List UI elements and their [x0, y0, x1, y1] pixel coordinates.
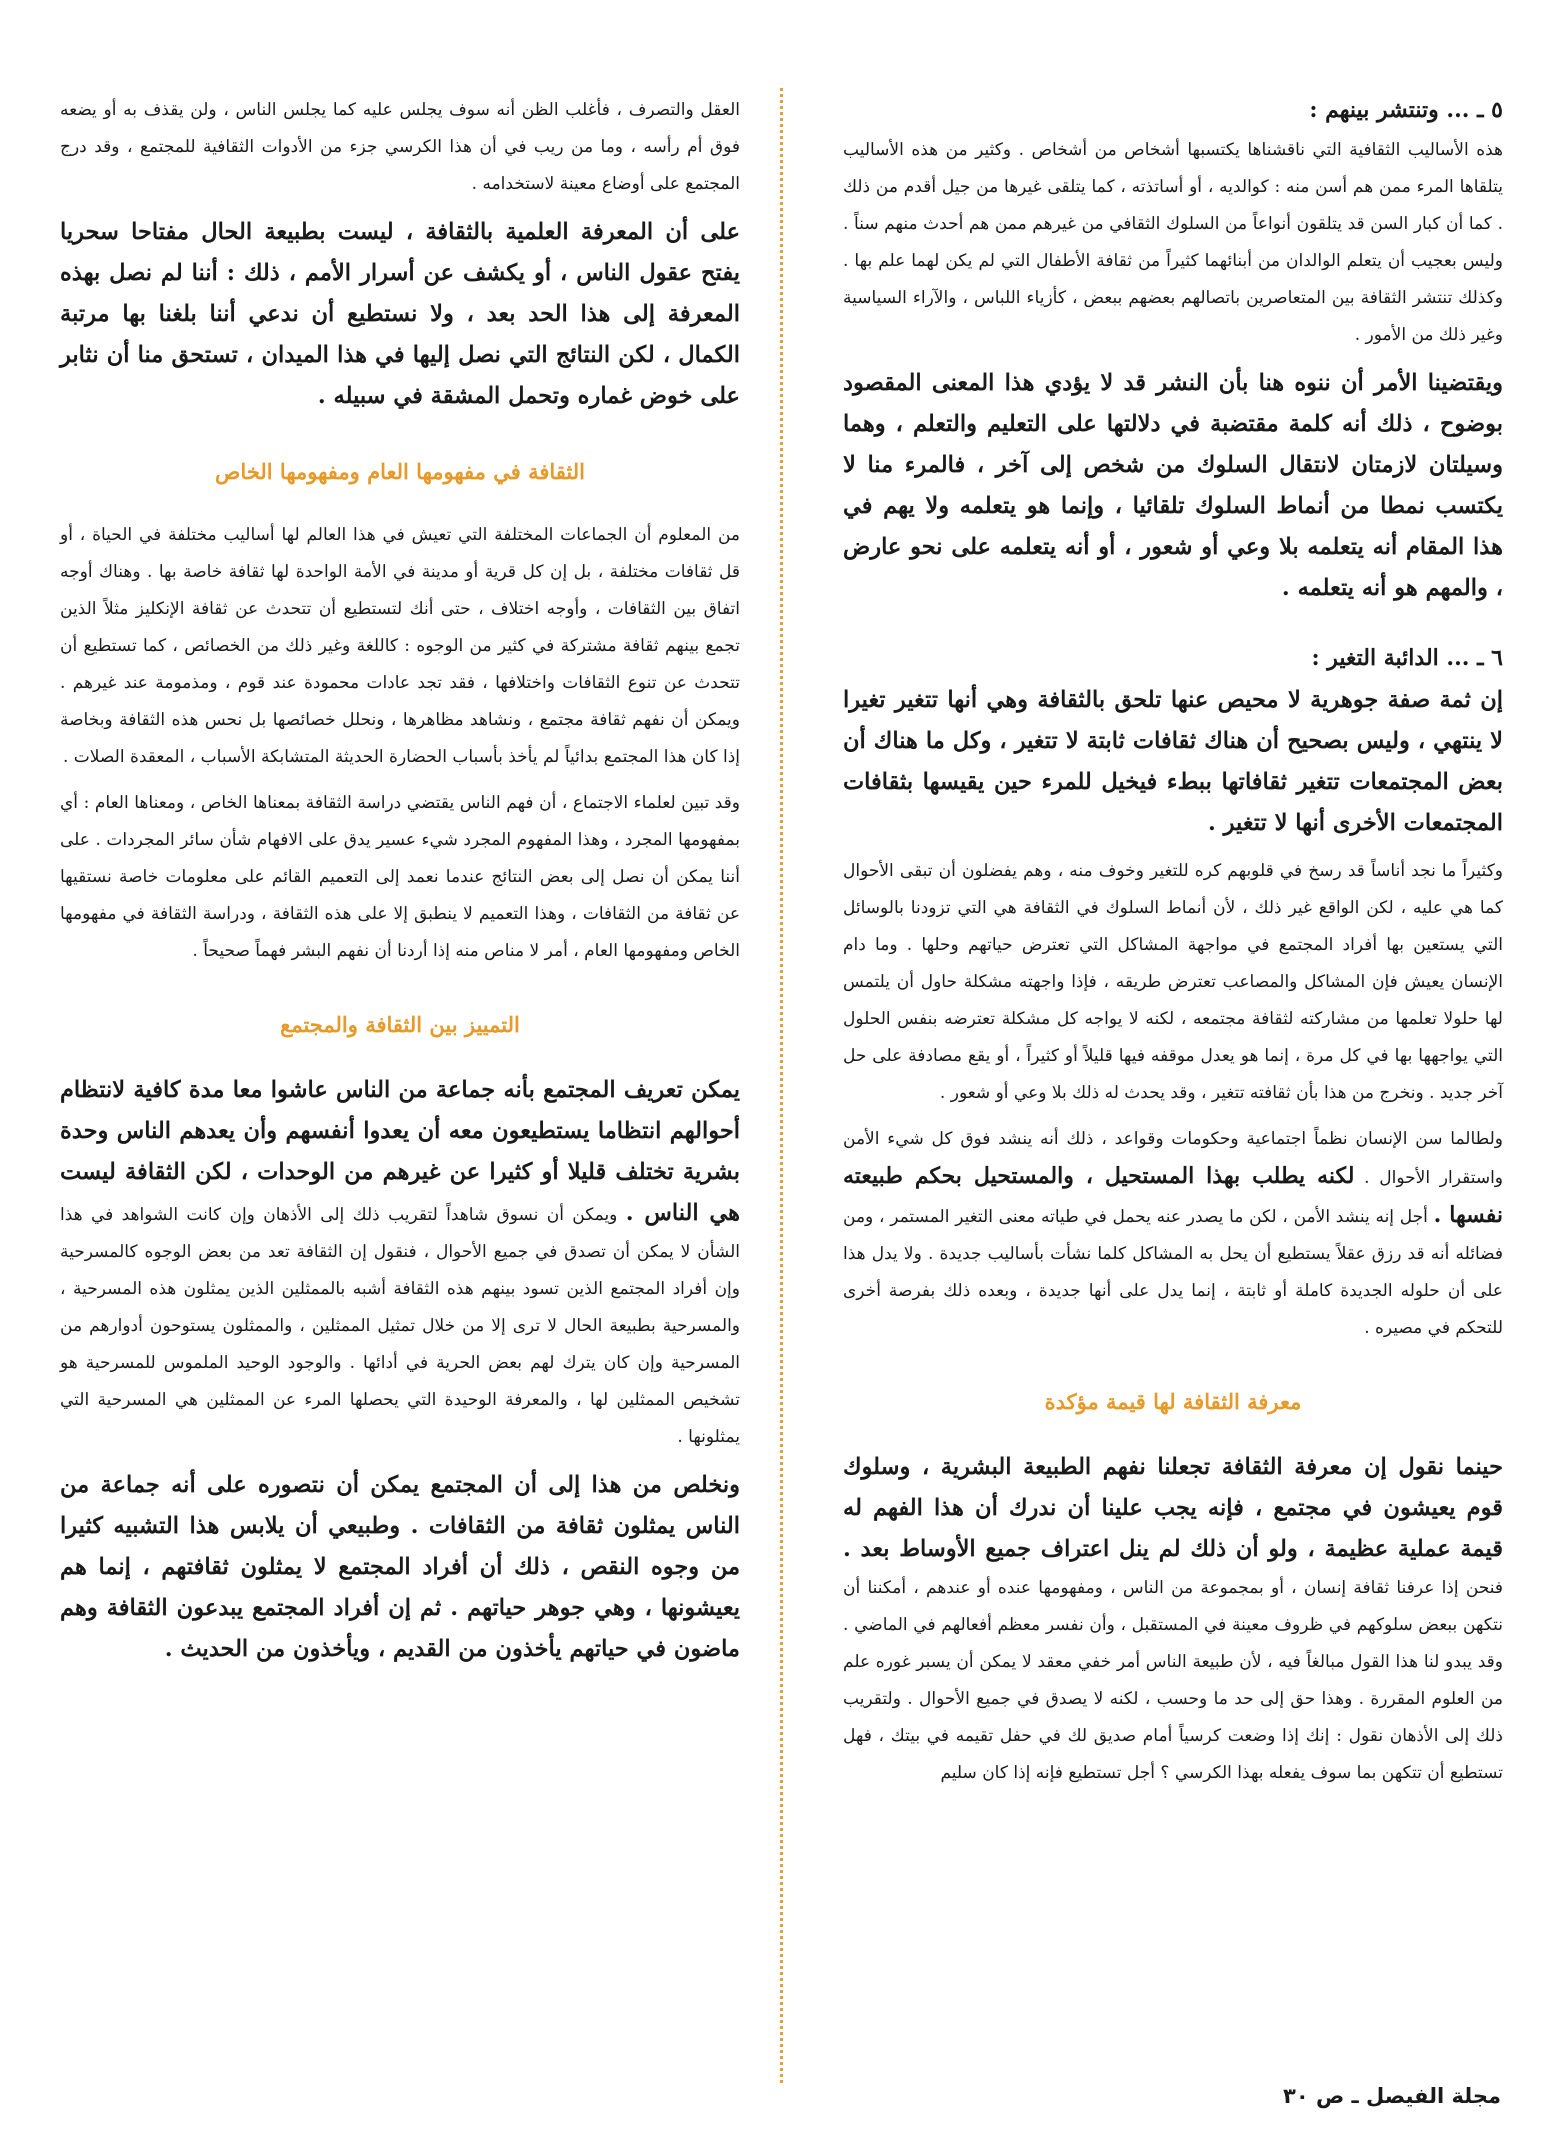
left-column [60, 92, 740, 1679]
heading-general-special: الثقافة في مفهومها العام ومفهومها الخاص [215, 459, 585, 484]
section-5-title: ٥ ـ ... وتنتشر بينهم : [1309, 97, 1503, 123]
page-footer: مجلة الفيصل ـ ص ٣٠ [1283, 2084, 1501, 2108]
society-paragraph [60, 1070, 740, 1456]
continuation-bold-paragraph: على أن المعرفة العلمية بالثقافة ، ليست بطبيعة الحال مفتاحا سحريا يفتح عقول الناس ، أو يكشف عن أسرار الأمم ، ذلك : أننا لم نصل بهذه المعرفة إلى هذا الحد بعد ، ولا نستطيع أن ندعي أننا بلغنا بها مرتبة الكمال ، لكن النتائج التي نصل إليها في هذا الميدان ، تستحق منا أن نثابر على خوض غماره وتحمل المشقة في سبيله . [60, 219, 740, 409]
section-5-bold-paragraph: ويقتضينا الأمر أن ننوه هنا بأن النشر قد لا يؤدي هذا المعنى المقصود بوضوح ، ذلك أنه كلمة مقتضبة في دلالتها على التعليم والتعلم ، وهما وسيلتان لازمتان لانتقال السلوك من شخص إلى آخر ، فالمرء منا لا يكتسب نمطا من أنماط السلوك تلقائيا ، وإنما هو يتعلمه ولا يهم في هذا المقام أنه يتعلمه بلا وعي أو شعور ، أو أنه يتعلمه على نحو عارض ، والمهم هو أنه يتعلمه . [843, 370, 1503, 601]
section-7-normal-text: فنحن إذا عرفنا ثقافة إنسان ، أو بمجموعة من الناس ، ومفهومها عنده أو عندهم ، أمكننا أن نتكهن ببعض سلوكهم في ظروف معينة في المستقبل ، وأن نفسر معظم أفعالهم في الماضي . وقد يبدو لنا هذا القول مبالغاً فيه ، لأن طبيعة الناس أمر خفي معقد لا يمكن أن يسبر غوره علم من العلوم المقررة . وهذا حق إلى حد ما وحسب ، لكنه لا يصدق في جميع الأحوال . ولتقريب ذلك إلى الأذهان نقول : إنك إذا وضعت كرسياً أمام صديق لك في حفل تقيمه في بيتك ، فهل تستطيع أن تتكهن بما سوف يفعله بهذا الكرسي ؟ أجل تستطيع فإنه إذا كان سليم [843, 1578, 1503, 1783]
general-paragraph-1: من المعلوم أن الجماعات المختلفة التي تعيش في هذا العالم لها أساليب مختلفة في الحياة ، أو قل ثقافات مختلفة ، بل إن كل قرية أو مدينة في الأمة الواحدة لها ثقافة خاصة بها . وهناك أوجه اتفاق بين الثقافات ، وأوجه اختلاف ، حتى أنك لتستطيع أن تتحدث عن ثقافة الإنكليز مثلاً الذين تجمع بينهم ثقافة مشتركة في كثير من الوجوه : كاللغة وغير ذلك من الخصائص ، كما تستطيع أن تتحدث عن تنوع الثقافات واختلافها ، فقد تجد عادات محمودة عند قوم ، ومذمومة عند غيرهم . ويمكن أن نفهم ثقافة مجتمع ، ونشاهد مظاهرها ، ونحلل خصائصها بل نحس هذه الثقافة وبخاصة إذا كان هذا المجتمع بدائياً لم يأخذ بأسباب الحضارة الحديثة المتشابكة الأسباب ، المعقدة الصلات . [60, 525, 740, 767]
heading-culture-society: التمييز بين الثقافة والمجتمع [280, 1012, 520, 1037]
society-normal-text: ويمكن أن نسوق شاهداً لتقريب ذلك إلى الأذهان وإن كانت الشواهد في هذا الشأن لا يمكن أن تصدق في جميع الأحوال ، فنقول إن الثقافة تعد من بعض الوجوه كالمسرحية وإن أفراد المجتمع الذين تسود بينهم هذه الثقافة أشبه بالممثلين الذين يمثلون هذه المسرحية ، والمسرحية بطبيعة الحال لا ترى إلا من خلال تمثيل الممثلين ، والممثلون يستوحون أدوارهم من المسرحية وإن كان يترك لهم بعض الحرية في أدائها . والوجود الوحيد الملموس للمسرحية هو تشخيص الممثلين لها ، والمعرفة الوحيدة التي يحصلها المرء عن الممثلين هي المسرحية التي يمثلونها . [60, 1205, 740, 1447]
heading-culture-value: معرفة الثقافة لها قيمة مؤكدة [1044, 1389, 1302, 1414]
continuation-paragraph: العقل والتصرف ، فأغلب الظن أنه سوف يجلس عليه كما يجلس الناس ، ولن يقذف به أو يضعه فوق أم رأسه ، وما من ريب في أن هذا الكرسي جزء من الأدوات الثقافية للمجتمع ، وقد درج المجتمع على أوضاع معينة لاستخدامه . [60, 100, 740, 194]
section-5-paragraph: هذه الأساليب الثقافية التي ناقشناها يكتسبها أشخاص من أشخاص . وكثير من هذه الأساليب يتلقاها المرء ممن هم أسن منه : كوالديه ، أو أساتذته ، كما يتلقى غيرها من جيل أقدم من ذلك . كما أن كبار السن قد يتلقون أنواعاً من السلوك الثقافي من غيرهم ممن هم أحدث منهم سناً . وليس بعجيب أن يتعلم الوالدان من أبنائهما كثيراً من ثقافة الأطفال التي لم يكن لهما علم بها . وكذلك تنتشر الثقافة بين المتعاصرين باتصالهم بعضهم ببعض ، كأزياء اللباس ، والآراء السياسية وغير ذلك من الأمور . [843, 140, 1503, 345]
right-column [843, 92, 1503, 1801]
final-bold-paragraph: ونخلص من هذا إلى أن المجتمع يمكن أن نتصوره على أنه جماعة من الناس يمثلون ثقافة من الثقافات . وطبيعي أن يلابس هذا التشبيه كثيرا من وجوه النقص ، ذلك أن أفراد المجتمع لا يمثلون ثقافتهم ، إنما هم يعيشونها ، وهي جوهر حياتهم . ثم إن أفراد المجتمع يبدعون الثقافة وهم ماضون في حياتهم يأخذون من القديم ، ويأخذون من الحديث . [60, 1472, 740, 1662]
section-7-bold-text: حينما نقول إن معرفة الثقافة تجعلنا نفهم الطبيعة البشرية ، وسلوك قوم يعيشون في مجتمع ، فإنه يجب علينا أن ندرك أن هذا الفهم له قيمة عملية عظيمة ، ولو أن ذلك لم ينل اعتراف جميع الأوساط بعد . [843, 1454, 1503, 1562]
section-6-text-a: ولطالما سن الإنسان نظماً اجتماعية وحكومات وقواعد ، ذلك أنه ينشد فوق كل شيء الأمن واستقرار الأحوال . [843, 1129, 1504, 1188]
section-6-paragraph-mixed [843, 1121, 1503, 1347]
section-7-paragraph [843, 1447, 1503, 1792]
society-bold-text: يمكن تعريف المجتمع بأنه جماعة من الناس عاشوا معا مدة كافية لانتظام أحوالهم انتظاما يستطيعون معه أن يعدوا أنفسهم وأن يعدهم الناس وحدة بشرية تختلف قليلا أو كثيرا عن غيرهم من الوحدات ، لكن الثقافة ليست هي الناس . [60, 1077, 740, 1226]
section-6-paragraph: وكثيراً ما نجد أناساً قد رسخ في قلوبهم كره للتغير وخوف منه ، وهم يفضلون أن تبقى الأحوال كما هي عليه ، لكن الواقع غير ذلك ، لأن أنماط السلوك في الثقافة هي التي تزودنا بالوسائل التي يستعين بها أفراد المجتمع في مواجهة المشاكل التي تعترض حياتهم وحلها . وما دام الإنسان يعيش فإن المشاكل والمصاعب تعترض طريقه ، فإذا واجهته مشكلة حاول أن يلتمس لها حلولا تعلمها من مشاركته لثقافة مجتمعه ، لكنه لا يواجه كل مشكلة تعترضه بنفس الحلول التي يواجهها بها في كل مرة ، إنما هو يعدل موقفه فيها قليلاً أو كثيراً ، أو يقع مصادفة على حل آخر جديد . ونخرج من هذا بأن ثقافته تتغير ، وقد يحدث له ذلك بلا وعي أو شعور . [843, 861, 1503, 1103]
column-divider [780, 88, 783, 2083]
section-6-text-bold: لكنه يطلب بهذا المستحيل ، والمستحيل بحكم طبيعته نفسها . [843, 1163, 1504, 1228]
section-6-text-b: أجل إنه ينشد الأمن ، لكن ما يصدر عنه يحمل في طياته معنى التغير المستمر ، ومن فضائله أنه قد رزق عقلاً يستطيع أن يحل به المشاكل كلما نشأت بأساليب جديدة . ولا يدل هذا على أن حلوله الجديدة كاملة أو ثابتة ، إنما يدل على أنها جديدة ، وبعده ذلك بفرصة أخرى للتحكم في مصيره . [843, 1207, 1503, 1338]
section-6-bold-paragraph: إن ثمة صفة جوهرية لا محيص عنها تلحق بالثقافة وهي أنها تتغير تغيرا لا ينتهي ، وليس بصحيح أن هناك ثقافات ثابتة لا تتغير ، وكل ما هناك أن بعض المجتمعات تتغير ثقافاتها ببطء فيخيل للمرء حين يقيسها بثقافات المجتمعات الأخرى أنها لا تتغير . [843, 687, 1503, 836]
section-6-title: ٦ ـ ... الدائبة التغير : [1311, 645, 1503, 671]
general-paragraph-2: وقد تبين لعلماء الاجتماع ، أن فهم الناس يقتضي دراسة الثقافة بمعناها الخاص ، ومعناها العام : أي بمفهومها المجرد ، وهذا المفهوم المجرد شيء عسير يدق على الافهام شأن سائر المجردات . على أننا يمكن أن نصل إلى بعض النتائج عندما نعمد إلى التعميم القائم على معلومات خاصة نستقيها عن ثقافة من الثقافات ، وهذا التعميم لا ينطبق إلا على هذه الثقافة ، ودراسة الثقافة في مفهومها الخاص ومفهومها العام ، أمر لا مناص منه إذا أردنا أن نفهم البشر فهماً صحيحاً . [60, 793, 740, 961]
